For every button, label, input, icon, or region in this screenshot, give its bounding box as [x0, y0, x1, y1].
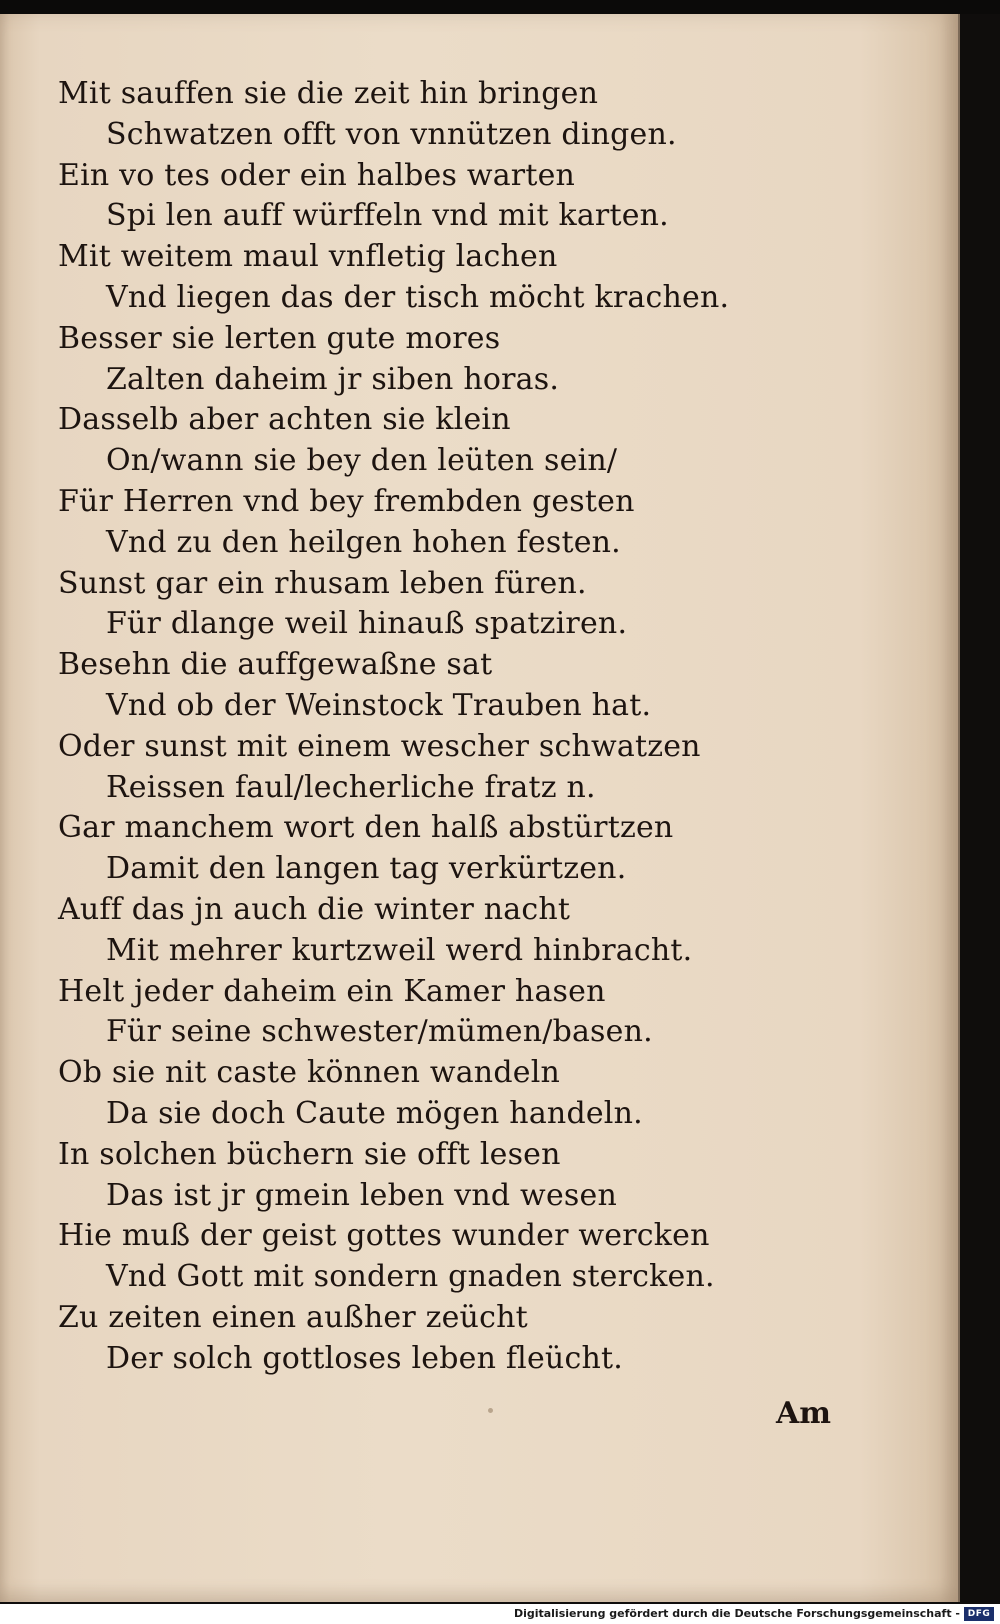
- verse-line: Vnd Gott mit sondern gnaden stercken.: [106, 1259, 715, 1295]
- verse-line: Zu zeiten einen außher zeücht: [58, 1299, 528, 1335]
- verse-line: Gar manchem wort den halß abstürtzen: [58, 810, 674, 846]
- verse-line: Vnd zu den heilgen hohen festen.: [106, 524, 621, 560]
- verse-line: Das ist jr gmein leben vnd wesen: [106, 1177, 617, 1213]
- verse-line: Der solch gottloses leben fleücht.: [106, 1340, 623, 1376]
- verse-line: Spi len auff würffeln vnd mit karten.: [106, 198, 669, 234]
- verse-line: Für seine schwester/mümen/basen.: [106, 1014, 653, 1050]
- viewer-top-edge: [0, 0, 1000, 14]
- verse-line: Auff das jn auch die winter nacht: [58, 891, 571, 927]
- verse-line: Für dlange weil hinauß spatziren.: [106, 606, 628, 642]
- verse-line: Zalten daheim jr siben horas.: [106, 361, 560, 397]
- verse-line: Oder sunst mit einem wescher schwatzen: [58, 728, 701, 764]
- verse-line: Besehn die auffgewaßne sat: [58, 647, 493, 683]
- book-page: [0, 14, 960, 1602]
- verse-line: Schwatzen offt von vnnützen dingen.: [106, 116, 677, 152]
- verse-line: Damit den langen tag verkürtzen.: [106, 851, 627, 887]
- paper-speck: [488, 1408, 493, 1413]
- catchword: Am: [776, 1396, 832, 1431]
- verse-line: Sunst gar ein rhusam leben füren.: [58, 565, 587, 601]
- verse-line: Ein vo tes oder ein halbes warten: [58, 157, 576, 193]
- verse-line: Hie muß der geist gottes wunder wercken: [58, 1218, 710, 1254]
- dfg-logo: DFG: [964, 1607, 994, 1621]
- verse-line: Da sie doch Caute mögen handeln.: [106, 1095, 643, 1131]
- verse-line: Reissen faul/lecherliche fratz n.: [106, 769, 596, 805]
- verse-line: Mit mehrer kurtzweil werd hinbracht.: [106, 932, 693, 968]
- footer-credit-text: Digitalisierung gefördert durch die Deutsche Forschungsgemeinschaft -: [513, 1607, 960, 1620]
- verse-line: In solchen büchern sie offt lesen: [58, 1136, 561, 1172]
- verse-text-block: [58, 74, 838, 1380]
- verse-line: Dasselb aber achten sie klein: [58, 402, 511, 438]
- digitization-footer: [0, 1604, 1000, 1624]
- verse-line: Für Herren vnd bey frembden gesten: [58, 483, 635, 519]
- verse-line: Vnd ob der Weinstock Trauben hat.: [106, 687, 652, 723]
- verse-line: Mit weitem maul vnfletig lachen: [58, 239, 558, 275]
- verse-line: Vnd liegen das der tisch möcht krachen.: [106, 279, 730, 315]
- verse-line: Besser sie lerten gute mores: [58, 320, 501, 356]
- verse-line: Mit sauffen sie die zeit hin bringen: [58, 76, 599, 111]
- verse-line: Helt jeder daheim ein Kamer hasen: [58, 973, 606, 1009]
- verse-line: Ob sie nit caste können wandeln: [58, 1055, 561, 1091]
- verse-line: On/wann sie bey den leüten sein/: [106, 443, 618, 479]
